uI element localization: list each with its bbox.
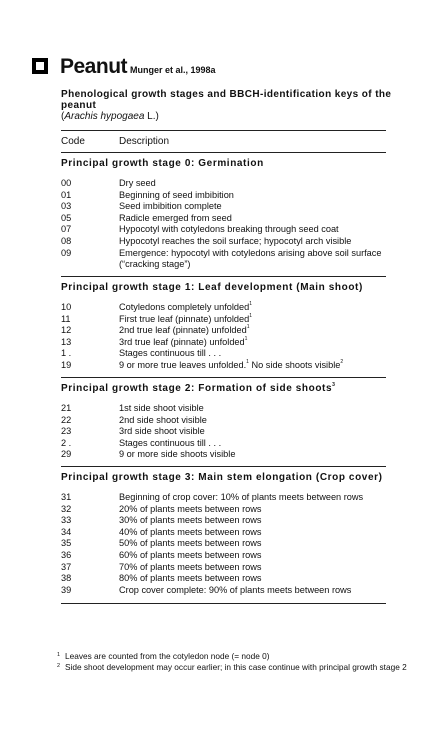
stage-row <box>61 585 401 597</box>
stage-row <box>61 360 401 372</box>
section-title: Principal growth stage 1: Leaf development (Main shoot) <box>61 282 363 293</box>
column-header-description: Description <box>119 136 170 147</box>
stage-code: 21 <box>61 403 72 413</box>
stage-row <box>61 337 401 349</box>
section-rows <box>61 403 401 461</box>
section-rule <box>61 377 386 378</box>
crop-name: Peanut <box>60 55 128 78</box>
stage-row <box>61 562 401 574</box>
stage-row <box>61 492 401 504</box>
stage-row <box>61 515 401 527</box>
stage-code: 33 <box>61 515 72 526</box>
footnotes <box>57 651 407 672</box>
stage-code: 10 <box>61 302 72 312</box>
stage-description: 3rd side shoot visible <box>119 426 205 437</box>
stage-row <box>61 438 401 450</box>
stage-row <box>61 314 401 326</box>
stage-description: 9 or more true leaves unfolded.$^1$ No side shoots visible$^2$ <box>119 358 344 370</box>
stage-row <box>61 449 401 461</box>
footnote: 1 Leaves are counted from the cotyledon node (= node 0) <box>57 651 270 661</box>
stage-description: First true leaf (pinnate) unfolded$^1$ <box>119 312 253 324</box>
author-citation: Munger et al., 1998a <box>130 65 216 75</box>
stage-row <box>61 573 401 585</box>
stage-code: 13 <box>61 336 72 347</box>
section-title: Principal growth stage 2: Formation of side shoots$^3$ <box>61 382 336 394</box>
stage-code: 00 <box>61 178 72 188</box>
stage-row <box>61 213 401 225</box>
page-header <box>32 54 412 82</box>
stage-code: 08 <box>61 235 72 246</box>
stage-code: 22 <box>61 414 72 425</box>
stage-description: 1st side shoot visible <box>119 403 204 413</box>
stage-description: Hypocotyl with cotyledons breaking through seed coat <box>119 224 339 235</box>
latin-name: (Arachis hypogaea L.) <box>61 111 159 122</box>
stage-description: Dry seed <box>119 178 156 188</box>
stage-description: 2nd true leaf (pinnate) unfolded$^1$ <box>119 324 250 336</box>
stage-row <box>61 248 401 271</box>
stage-description: Radicle emerged from seed <box>119 212 232 223</box>
stage-row <box>61 415 401 427</box>
stage-code: 31 <box>61 492 72 502</box>
stage-row <box>61 190 401 202</box>
stage-description: Beginning of seed imbibition <box>119 189 234 200</box>
stage-code: 29 <box>61 449 72 460</box>
stage-code: 09 <box>61 247 72 258</box>
stage-description: 30% of plants meets between rows <box>119 515 262 526</box>
rule-top <box>61 130 386 131</box>
document-subtitle: Phenological growth stages and BBCH-identification keys of the peanut <box>61 89 392 111</box>
stage-description: Stages continuous till . . . <box>119 437 222 448</box>
stage-row <box>61 178 401 190</box>
stage-description: 60% of plants meets between rows <box>119 549 262 560</box>
stage-code: 37 <box>61 561 72 572</box>
stage-code: 23 <box>61 426 72 437</box>
stage-row <box>61 236 401 248</box>
section-rule <box>61 603 386 604</box>
stage-code: 38 <box>61 573 72 584</box>
stage-row <box>61 403 401 415</box>
stage-row <box>61 504 401 516</box>
rule-header <box>61 152 386 153</box>
stage-description: 20% of plants meets between rows <box>119 503 262 514</box>
page-title <box>60 54 216 83</box>
stage-row <box>61 348 401 360</box>
stage-description: 70% of plants meets between rows <box>119 561 262 572</box>
stage-description: 80% of plants meets between rows <box>119 573 262 584</box>
stage-code: 2 . <box>61 437 72 448</box>
stage-description: 9 or more side shoots visible <box>119 449 236 460</box>
section-rows <box>61 492 401 596</box>
stage-description: 3rd true leaf (pinnate) unfolded$^1$ <box>119 335 248 347</box>
section-rows <box>61 178 401 271</box>
stage-code: 11 <box>61 313 71 324</box>
stage-row <box>61 538 401 550</box>
stage-description: Crop cover complete: 90% of plants meets between rows <box>119 584 352 595</box>
stage-row <box>61 426 401 438</box>
stage-description: 2nd side shoot visible <box>119 414 207 425</box>
stage-description: Seed imbibition complete <box>119 201 222 212</box>
stage-code: 36 <box>61 549 72 560</box>
stage-row <box>61 527 401 539</box>
stage-code: 35 <box>61 538 72 549</box>
stage-row <box>61 325 401 337</box>
stage-code: 07 <box>61 224 72 235</box>
stage-description: Beginning of crop cover: 10% of plants meets between rows <box>119 492 364 502</box>
stage-code: 19 <box>61 359 72 370</box>
stage-code: 03 <box>61 201 72 212</box>
stage-code: 05 <box>61 212 72 223</box>
stage-row <box>61 550 401 562</box>
stage-code: 39 <box>61 584 72 595</box>
section-rule <box>61 466 386 467</box>
stage-description: 40% of plants meets between rows <box>119 526 262 537</box>
stage-code: 1 . <box>61 348 72 359</box>
stage-description: Stages continuous till . . . <box>119 348 222 359</box>
stage-code: 01 <box>61 189 72 200</box>
stage-description: Cotyledons completely unfolded$^1$ <box>119 301 253 312</box>
stage-row <box>61 224 401 236</box>
section-marker-icon <box>32 58 48 74</box>
stage-row <box>61 302 401 314</box>
section-rule <box>61 276 386 277</box>
stage-code: 32 <box>61 503 72 514</box>
section-title: Principal growth stage 3: Main stem elongation (Crop cover) <box>61 472 383 483</box>
column-header-code: Code <box>61 136 85 147</box>
stage-code: 12 <box>61 325 72 336</box>
stage-description: 50% of plants meets between rows <box>119 538 262 549</box>
section-title: Principal growth stage 0: Germination <box>61 158 264 169</box>
stage-description: Hypocotyl reaches the soil surface; hypocotyl arch visible <box>119 235 352 246</box>
stage-code: 34 <box>61 526 72 537</box>
stage-description: Emergence: hypocotyl with cotyledons arising above soil surface (“cracking stage”) <box>119 247 382 270</box>
section-rows <box>61 302 401 372</box>
stage-row <box>61 201 401 213</box>
footnote: 2 Side shoot development may occur earlier; in this case continue with principal growth stage 2 <box>57 661 407 672</box>
